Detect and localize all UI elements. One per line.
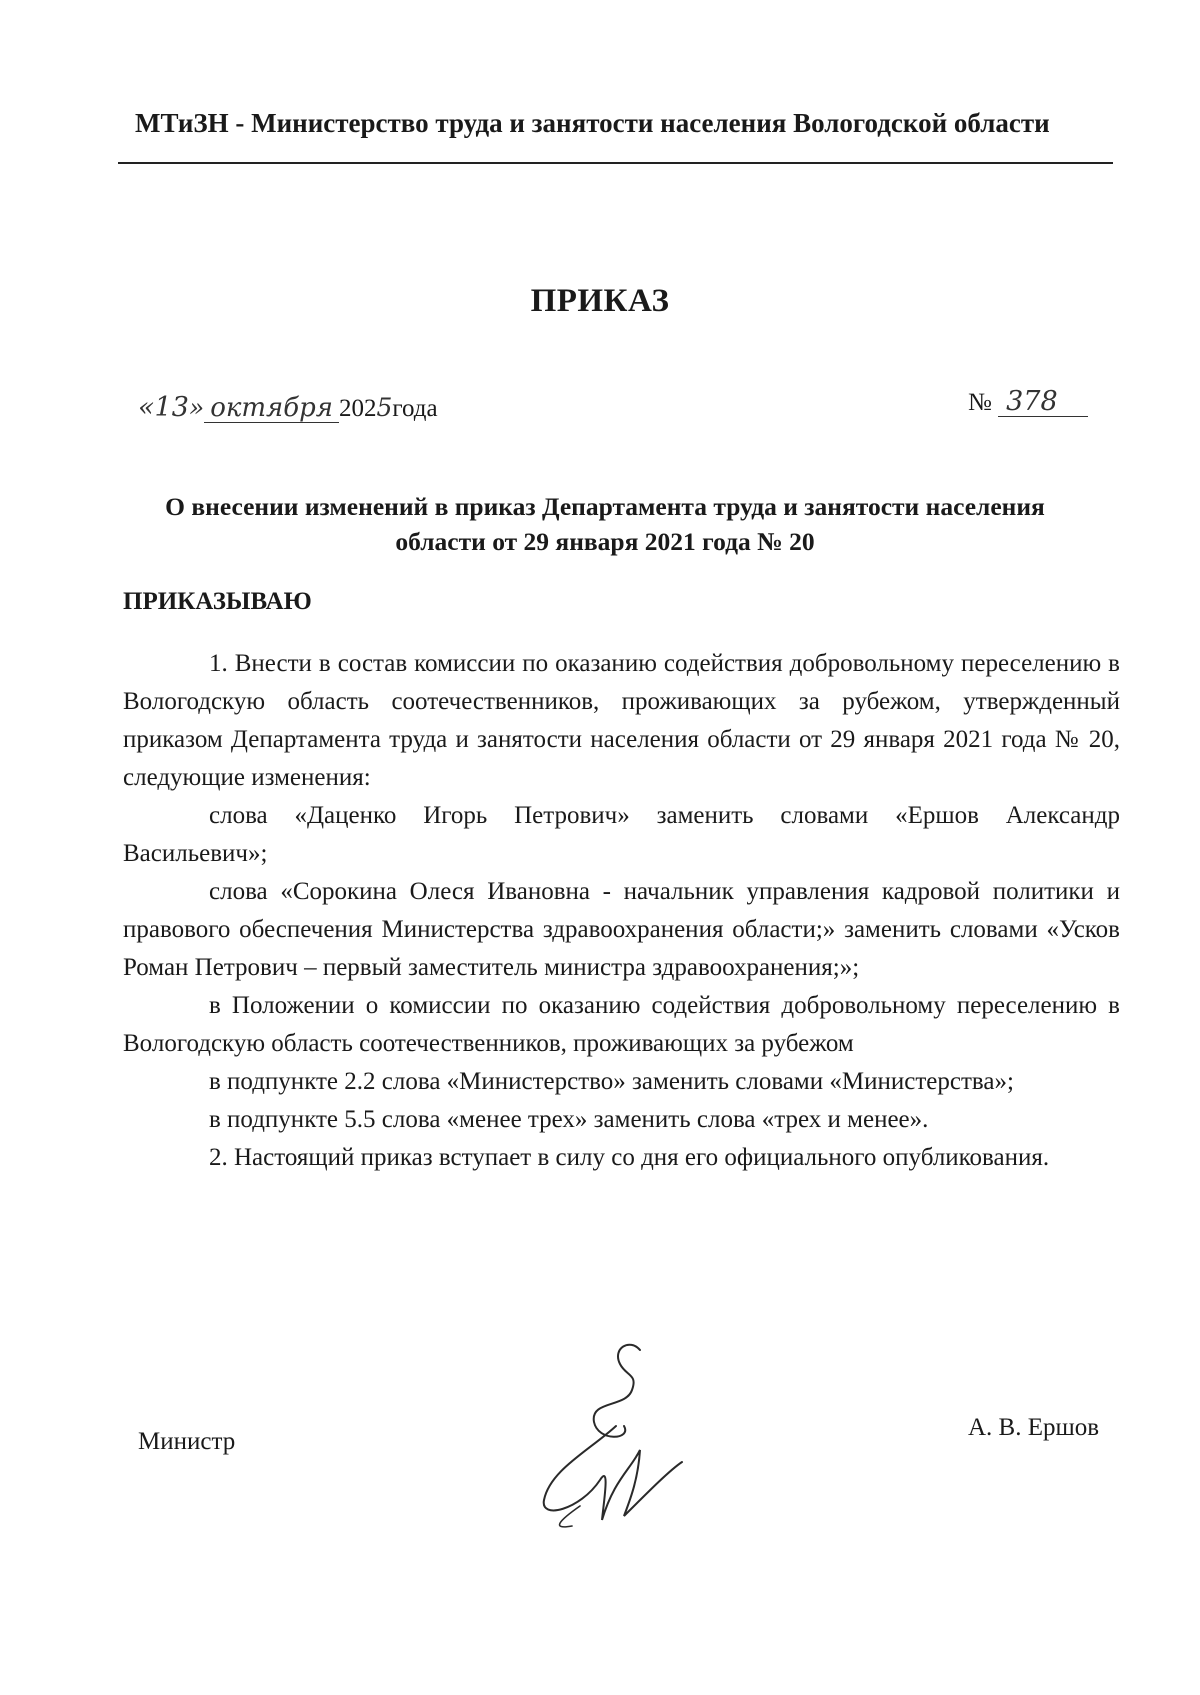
paragraph-1: 1. Внести в состав комиссии по оказанию содействия добровольному переселению в Вологодскую область соотечественников, проживающих за рубежом, утвержденный приказом Департамента труда и занятости населения области от 29 января 2021 года № 20, следующие изменения: <box>123 650 1120 791</box>
paragraph-4: в Положении о комиссии по оказанию содействия добровольному переселению в Вологодскую область соотечественников, проживающих за рубежом <box>123 992 1120 1057</box>
date-day: 13 <box>154 392 189 423</box>
date-year-suffix: 5 <box>376 393 393 422</box>
signer-role: Министр <box>138 1428 236 1455</box>
order-body <box>123 645 1120 1177</box>
order-number <box>968 388 1088 417</box>
order-directive: ПРИКАЗЫВАЮ <box>123 588 312 615</box>
ministry-header: МТиЗН - Министерство труда и занятости населения Вологодской области <box>135 108 1050 138</box>
paragraph-5: в подпункте 2.2 слова «Министерство» заменить словами «Министерства»; <box>209 1068 1014 1095</box>
signature-mark <box>520 1330 750 1560</box>
date-year-word: года <box>392 395 438 422</box>
subject-line-1: О внесении изменений в приказ Департамента труда и занятости населения <box>165 492 1045 521</box>
date-year-prefix: 202 <box>338 395 377 422</box>
number-label: № <box>968 389 992 416</box>
order-subject <box>110 490 1100 559</box>
paragraph-2: слова «Даценко Игорь Петрович» заменить словами «Ершов Александр Васильевич»; <box>123 802 1120 867</box>
subject-line-2: области от 29 января 2021 года № 20 <box>395 526 815 556</box>
document-title: ПРИКАЗ <box>530 283 670 319</box>
paragraph-3: слова «Сорокина Олеся Ивановна - начальник управления кадровой политики и правового обеспечения Министерства здравоохранения области;» заменить словами «Усков Роман Петрович – первый заместитель министра здравоохранения;»; <box>123 878 1120 981</box>
date-month: октября <box>204 395 339 423</box>
paragraph-6: в подпункте 5.5 слова «менее трех» заменить слова «трех и менее». <box>209 1106 929 1133</box>
order-date: «13» октября 2025года <box>138 392 438 423</box>
number-value: 378 <box>998 388 1088 417</box>
paragraph-7: 2. Настоящий приказ вступает в силу со дня его официального опубликования. <box>209 1144 1050 1171</box>
signer-name: А. В. Ершов <box>968 1414 1100 1441</box>
header-divider <box>118 162 1113 164</box>
